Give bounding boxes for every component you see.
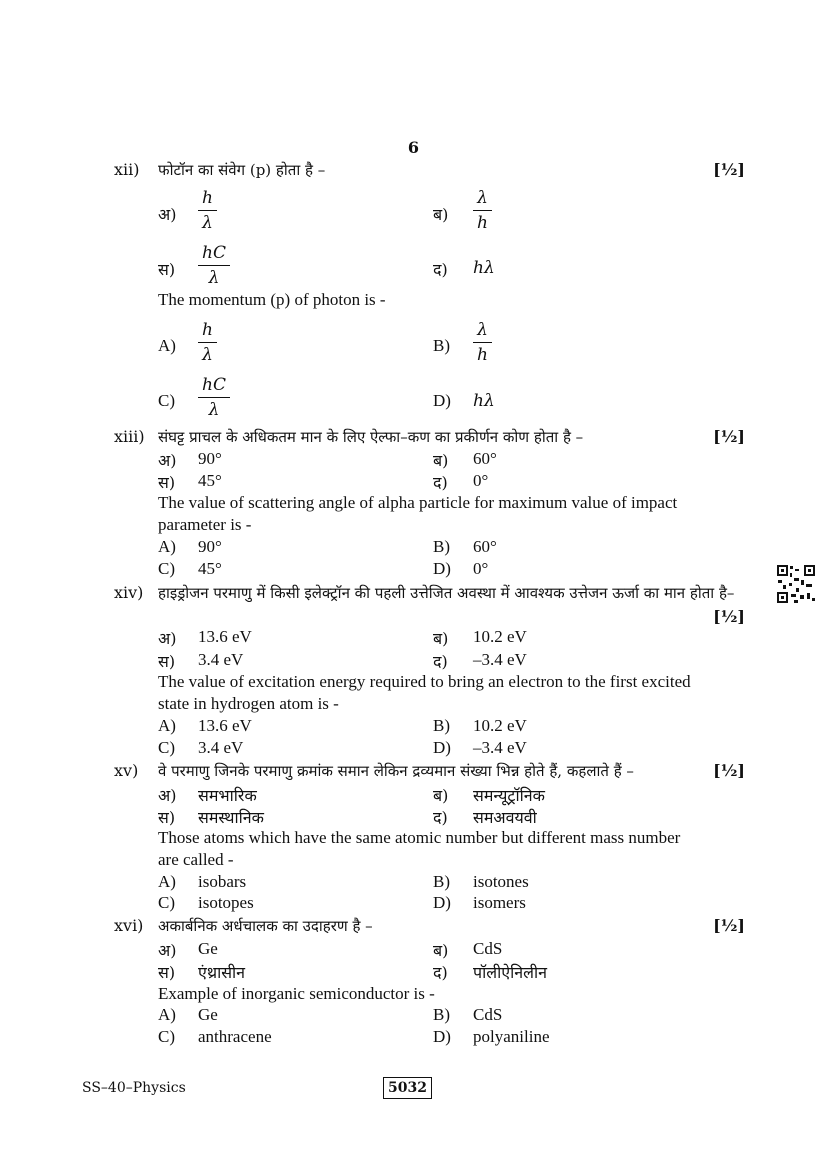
fraction-numerator: hC xyxy=(198,373,230,398)
qr-code-icon xyxy=(776,564,816,604)
option-label: द) xyxy=(433,473,448,492)
question-text-hindi: हाइड्रोजन परमाणु में किसी इलेक्ट्रॉन की पहली उत्तेजित अवस्था में आवश्यक उत्तेजन ऊर्जा का मान होता है– xyxy=(158,584,735,602)
fraction-denominator: h xyxy=(477,345,488,365)
question-text-english: The value of scattering angle of alpha particle for maximum value of impact xyxy=(158,493,678,512)
option-value: –3.4 eV xyxy=(473,738,527,757)
fraction-denominator: λ xyxy=(208,268,220,288)
question-marks: [½] xyxy=(713,761,745,780)
option-fraction xyxy=(198,373,230,422)
question-number: xiv) xyxy=(114,583,144,602)
option-label: अ) xyxy=(158,629,177,648)
option-value: isobars xyxy=(198,872,247,891)
option-label: द) xyxy=(433,963,448,982)
option-value: 60° xyxy=(473,449,497,468)
option-value: 90° xyxy=(198,449,222,468)
option-label: A) xyxy=(158,537,176,556)
option-fraction xyxy=(198,186,217,235)
option-label: द) xyxy=(433,808,448,827)
option-value: समस्थानिक xyxy=(198,808,264,827)
question-text-english: are called - xyxy=(158,850,234,869)
option-label: ब) xyxy=(433,786,449,805)
option-label: B) xyxy=(433,716,450,735)
option-value: समन्यूट्रॉनिक xyxy=(473,786,545,805)
option-value: anthracene xyxy=(198,1027,272,1046)
option-value: समअवयवी xyxy=(473,808,537,827)
question-number: xiii) xyxy=(114,427,145,446)
fraction-denominator: λ xyxy=(202,345,213,365)
question-text-english: state in hydrogen atom is - xyxy=(158,694,339,713)
option-value: 0° xyxy=(473,559,489,578)
option-value: hλ xyxy=(473,258,495,278)
option-label: C) xyxy=(158,559,175,578)
option-value: 60° xyxy=(473,537,497,556)
option-value: 3.4 eV xyxy=(198,650,244,669)
option-value: 90° xyxy=(198,537,222,556)
option-label: B) xyxy=(433,1005,450,1024)
option-label: स) xyxy=(158,963,176,982)
option-label: स) xyxy=(158,652,176,671)
option-fraction xyxy=(198,241,230,290)
option-label: A) xyxy=(158,872,176,891)
option-value: 45° xyxy=(198,471,222,490)
question-text-english: The value of excitation energy required to bring an electron to the first excited xyxy=(158,672,691,691)
option-value: isomers xyxy=(473,893,526,912)
footer-paper-code: 5032 xyxy=(383,1077,432,1099)
option-value: 0° xyxy=(473,471,489,490)
option-value: 10.2 eV xyxy=(473,716,527,735)
option-value: –3.4 eV xyxy=(473,650,527,669)
question-text-english: The momentum (p) of photon is - xyxy=(158,290,386,309)
option-label: B) xyxy=(433,872,450,891)
question-number: xii) xyxy=(114,160,140,179)
option-value: 45° xyxy=(198,559,222,578)
question-number: xv) xyxy=(114,761,139,780)
option-label: A) xyxy=(158,716,176,735)
footer-subject-code: SS–40–Physics xyxy=(82,1080,186,1096)
page-number: 6 xyxy=(407,138,420,157)
option-label: C) xyxy=(158,1027,175,1046)
option-label: C) xyxy=(158,391,175,410)
question-marks: [½] xyxy=(713,427,745,446)
fraction-denominator: λ xyxy=(202,213,213,233)
option-value: Ge xyxy=(198,939,218,958)
option-value: 3.4 eV xyxy=(198,738,244,757)
option-label: ब) xyxy=(433,205,449,224)
option-value: 13.6 eV xyxy=(198,627,252,646)
fraction-denominator: λ xyxy=(208,400,220,420)
fraction-numerator: h xyxy=(198,318,217,343)
option-label: स) xyxy=(158,473,176,492)
question-marks: [½] xyxy=(713,607,745,626)
option-label: अ) xyxy=(158,451,177,470)
option-value: एंथ्रासीन xyxy=(198,963,246,982)
option-label: A) xyxy=(158,1005,176,1024)
option-label: स) xyxy=(158,260,176,279)
question-text-hindi: फोटॉन का संवेग (p) होता है – xyxy=(158,161,326,179)
question-marks: [½] xyxy=(713,916,745,935)
option-label: D) xyxy=(433,893,451,912)
question-text-english: Those atoms which have the same atomic number but different mass number xyxy=(158,828,681,847)
option-value: 10.2 eV xyxy=(473,627,527,646)
option-label: अ) xyxy=(158,205,177,224)
question-text-english: parameter is - xyxy=(158,515,252,534)
option-value: CdS xyxy=(473,939,503,958)
option-label: A) xyxy=(158,336,176,355)
option-label: अ) xyxy=(158,941,177,960)
fraction-numerator: hC xyxy=(198,241,230,266)
option-value: CdS xyxy=(473,1005,503,1024)
option-label: ब) xyxy=(433,451,449,470)
option-fraction xyxy=(198,318,217,367)
option-label: द) xyxy=(433,652,448,671)
option-value: hλ xyxy=(473,391,495,411)
option-label: स) xyxy=(158,808,176,827)
fraction-denominator: h xyxy=(477,213,488,233)
option-label: C) xyxy=(158,893,175,912)
fraction-numerator: h xyxy=(198,186,217,211)
option-fraction xyxy=(473,318,492,367)
question-number: xvi) xyxy=(114,916,144,935)
option-value: polyaniline xyxy=(473,1027,550,1046)
option-label: B) xyxy=(433,537,450,556)
question-text-hindi: अकार्बनिक अर्धचालक का उदाहरण है – xyxy=(158,917,373,935)
option-label: द) xyxy=(433,260,448,279)
option-value: 13.6 eV xyxy=(198,716,252,735)
fraction-numerator: λ xyxy=(473,318,492,343)
option-label: D) xyxy=(433,1027,451,1046)
option-label: D) xyxy=(433,738,451,757)
option-value: समभारिक xyxy=(198,786,257,805)
option-label: C) xyxy=(158,738,175,757)
option-label: B) xyxy=(433,336,450,355)
option-value: isotopes xyxy=(198,893,254,912)
question-marks: [½] xyxy=(713,160,745,179)
option-fraction xyxy=(473,186,492,235)
option-label: D) xyxy=(433,559,451,578)
option-label: ब) xyxy=(433,629,449,648)
question-text-english: Example of inorganic semiconductor is - xyxy=(158,984,435,1003)
option-label: ब) xyxy=(433,941,449,960)
option-label: अ) xyxy=(158,786,177,805)
option-value: पॉलीऐनिलीन xyxy=(473,963,547,982)
question-text-hindi: वे परमाणु जिनके परमाणु क्रमांक समान लेकिन द्रव्यमान संख्या भिन्न होते हैं, कहलाते हैं – xyxy=(158,762,634,780)
option-label: D) xyxy=(433,391,451,410)
question-text-hindi: संघट्ट प्राचल के अधिकतम मान के लिए ऐल्फा–कण का प्रकीर्णन कोण होता है – xyxy=(158,428,584,446)
fraction-numerator: λ xyxy=(473,186,492,211)
option-value: isotones xyxy=(473,872,529,891)
option-value: Ge xyxy=(198,1005,218,1024)
